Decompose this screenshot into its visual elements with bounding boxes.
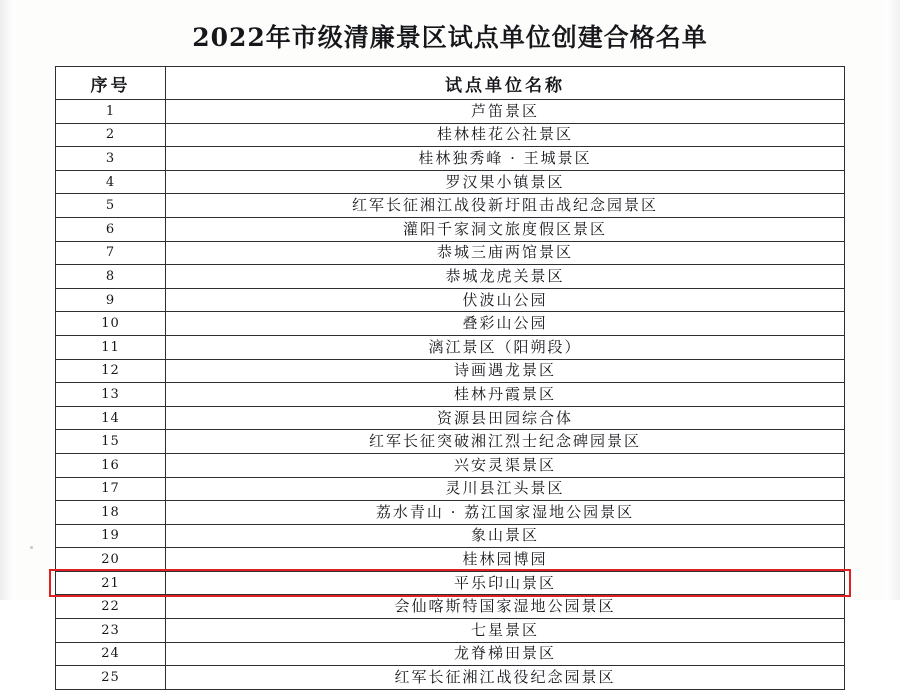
cell-no: 20 [56,548,166,572]
cell-no: 17 [56,477,166,501]
table-row [56,194,845,218]
table-row [56,453,845,477]
listing-table-wrapper [55,66,845,690]
cell-no: 7 [56,241,166,265]
table-row [56,335,845,359]
table-header [56,67,845,100]
paper-speck [30,546,33,549]
cell-name: 资源县田园综合体 [166,406,845,430]
table-row [56,666,845,690]
table-header-row [56,67,845,100]
cell-no: 16 [56,453,166,477]
cell-no: 10 [56,312,166,336]
cell-name: 恭城三庙两馆景区 [166,241,845,265]
table-row [56,524,845,548]
cell-no: 18 [56,501,166,525]
cell-name: 桂林桂花公社景区 [166,123,845,147]
cell-name: 灵川县江头景区 [166,477,845,501]
cell-name: 诗画遇龙景区 [166,359,845,383]
table-row [56,501,845,525]
cell-no: 12 [56,359,166,383]
cell-name: 灌阳千家洞文旅度假区景区 [166,217,845,241]
cell-name: 兴安灵渠景区 [166,453,845,477]
cell-name: 七星景区 [166,619,845,643]
table-row [56,595,845,619]
cell-no: 5 [56,194,166,218]
cell-name: 叠彩山公园 [166,312,845,336]
cell-name: 会仙喀斯特国家湿地公园景区 [166,595,845,619]
cell-no: 25 [56,666,166,690]
listing-table [55,66,845,690]
table-row [56,477,845,501]
cell-name: 伏波山公园 [166,288,845,312]
table-row [56,123,845,147]
cell-no: 4 [56,170,166,194]
page-edge-left [0,0,14,600]
cell-no: 2 [56,123,166,147]
table-row [56,147,845,171]
cell-name: 平乐印山景区 [166,571,845,595]
cell-name: 象山景区 [166,524,845,548]
table-row [56,288,845,312]
table-row [56,406,845,430]
table-row [56,241,845,265]
cell-no: 22 [56,595,166,619]
table-row [56,548,845,572]
cell-name: 龙脊梯田景区 [166,642,845,666]
table-row [56,359,845,383]
cell-name: 芦笛景区 [166,100,845,124]
table-row [56,217,845,241]
table-row [56,430,845,454]
table-row [56,383,845,407]
cell-no: 21 [56,571,166,595]
page-edge-right [886,0,900,600]
table-row [56,312,845,336]
cell-no: 23 [56,619,166,643]
table-row [56,619,845,643]
cell-name: 桂林独秀峰 · 王城景区 [166,147,845,171]
cell-no: 9 [56,288,166,312]
table-row [56,100,845,124]
cell-no: 24 [56,642,166,666]
cell-name: 荔水青山 · 荔江国家湿地公园景区 [166,501,845,525]
table-row [56,265,845,289]
column-header-name: 试点单位名称 [166,67,845,100]
cell-no: 19 [56,524,166,548]
cell-name: 红军长征湘江战役纪念园景区 [166,666,845,690]
cell-name: 红军长征湘江战役新圩阻击战纪念园景区 [166,194,845,218]
table-row [56,571,845,595]
cell-name: 红军长征突破湘江烈士纪念碑园景区 [166,430,845,454]
cell-no: 8 [56,265,166,289]
cell-no: 1 [56,100,166,124]
cell-no: 6 [56,217,166,241]
cell-no: 15 [56,430,166,454]
cell-no: 3 [56,147,166,171]
table-body [56,100,845,690]
column-header-no: 序号 [56,67,166,100]
cell-name: 罗汉果小镇景区 [166,170,845,194]
cell-name: 漓江景区（阳朔段） [166,335,845,359]
cell-name: 桂林丹霞景区 [166,383,845,407]
table-row [56,170,845,194]
cell-no: 14 [56,406,166,430]
cell-no: 13 [56,383,166,407]
table-row [56,642,845,666]
cell-no: 11 [56,335,166,359]
cell-name: 桂林园博园 [166,548,845,572]
page-title: 2022年市级清廉景区试点单位创建合格名单 [192,23,708,52]
cell-name: 恭城龙虎关景区 [166,265,845,289]
